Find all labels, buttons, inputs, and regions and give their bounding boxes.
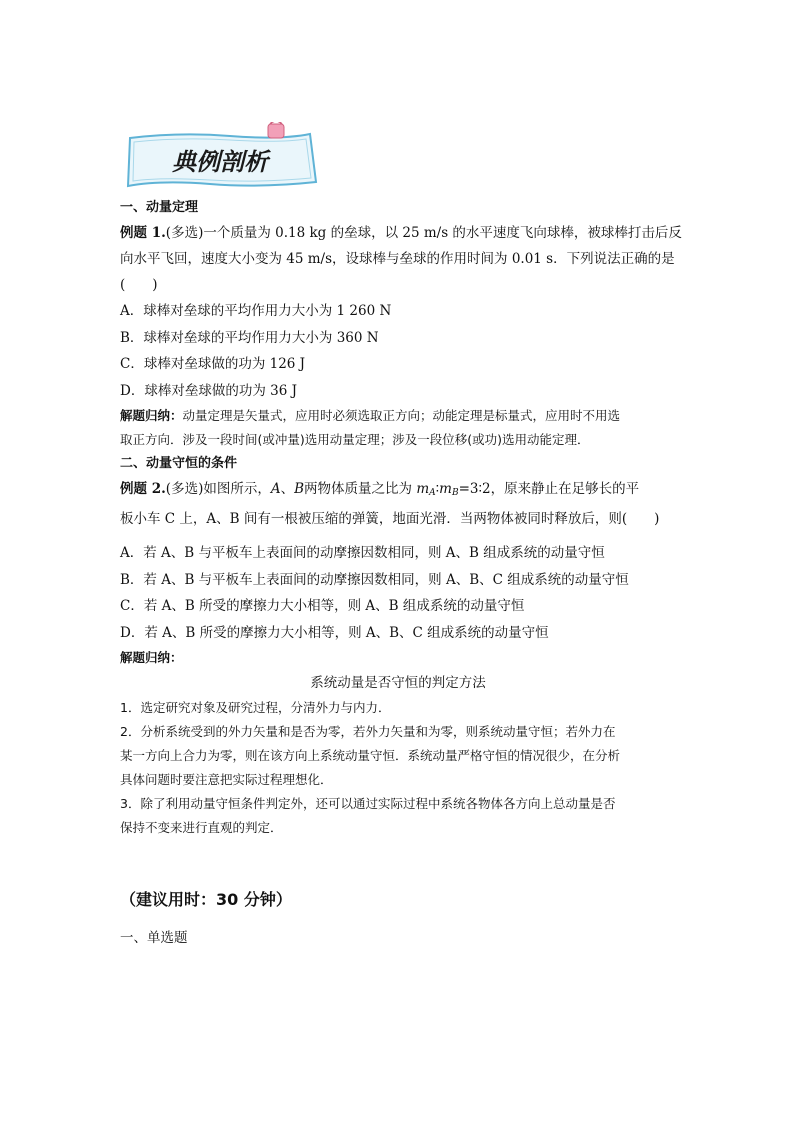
method-item-2-line2: 某一方向上合力为零，则在该方向上系统动量守恒．系统动量严格守恒的情况很少，在分析 — [120, 748, 621, 763]
example2-option-b: B．若 A、B 与平板车上表面间的动摩擦因数相同，则 A、B、C 组成系统的动量守恒 — [120, 571, 629, 588]
example1-line3: ( ) — [120, 277, 158, 293]
summary2-label: 解题归纳： — [120, 650, 183, 665]
example2-label: 例题 2. — [120, 481, 166, 497]
example2-line1 — [120, 476, 676, 506]
example2-option-d: D．若 A、B 所受的摩擦力大小相等，则 A、B、C 组成系统的动量守恒 — [120, 624, 549, 641]
example2-ratio: =3∶2，原来静止在足够长的平 — [458, 481, 640, 497]
example1-line2: 向水平飞回，速度大小变为 45 m/s，设球棒与垒球的作用时间为 0.01 s．下列说法正确的是 — [120, 251, 675, 267]
example2-mass-a-sub: A — [429, 488, 436, 498]
example2-var-a: A — [270, 481, 281, 497]
example1-label: 例题 1. — [120, 225, 166, 241]
example1-option-c: C．球棒对垒球做的功为 126 J — [120, 356, 306, 372]
example2-text-a: (多选)如图所示， — [165, 481, 271, 497]
summary1-label: 解题归纳： — [120, 408, 183, 423]
section-banner — [120, 122, 320, 192]
summary1-line1 — [120, 404, 676, 428]
example1-line1 — [120, 220, 682, 246]
banner-title: 典例剖析 — [172, 148, 268, 176]
example2-option-a: A．若 A、B 与平板车上表面间的动摩擦因数相同，则 A、B 组成系统的动量守恒 — [120, 545, 605, 561]
single-choice-heading: 一、单选题 — [120, 930, 188, 946]
spacer — [120, 840, 676, 886]
example1-option-a: A．球棒对垒球的平均作用力大小为 1 260 N — [120, 303, 392, 319]
suggested-time: （建议用时：30 分钟） — [120, 890, 292, 909]
example2-line2: 板小车 C 上，A、B 间有一根被压缩的弹簧，地面光滑．当两物体被同时释放后，则( ) — [120, 511, 660, 527]
summary1-line2: 取正方向．涉及一段时间(或冲量)选用动量定理；涉及一段位移(或功)选用动能定理． — [120, 432, 590, 447]
example2-var-b: B — [294, 481, 305, 497]
example1-option-d: D．球棒对垒球做的功为 36 J — [120, 382, 297, 399]
example2-mass-b-sub: B — [451, 488, 459, 498]
method-item-1: 1．选定研究对象及研究过程，分清外力与内力． — [120, 700, 391, 715]
method-item-2-line3: 具体问题时要注意把实际过程理想化． — [120, 772, 333, 787]
example1-option-b: B．球棒对垒球的平均作用力大小为 360 N — [120, 329, 379, 346]
example2-option-c: C．若 A、B 所受的摩擦力大小相等，则 A、B 组成系统的动量守恒 — [120, 598, 525, 614]
spacer — [120, 532, 676, 540]
method-item-2-line1: 2．分析系统受到的外力矢量和是否为零，若外力矢量和为零，则系统动量守恒；若外力在 — [120, 724, 616, 739]
method-title: 系统动量是否守恒的判定方法 — [310, 675, 486, 691]
method-item-3-line1: 3．除了利用动量守恒条件判定外，还可以通过实际过程中系统各物体各方向上总动量是否 — [120, 796, 616, 811]
summary1-text1: 动量定理是矢量式，应用时必须选取正方向；动能定理是标量式，应用时不用选 — [182, 408, 621, 423]
example2-mass-b: m — [439, 481, 452, 497]
example2-mass-a: m — [416, 481, 430, 497]
example2-text-e: 两物体质量之比为 — [304, 481, 417, 497]
example1-text1: (多选)一个质量为 0.18 kg 的垒球，以 25 m/s 的水平速度飞向球棒，被球棒打击后反 — [165, 225, 682, 241]
section1-heading: 一、动量定理 — [120, 200, 199, 215]
section2-heading: 二、动量守恒的条件 — [120, 456, 238, 471]
example2-sep: 、 — [280, 481, 295, 497]
method-item-3-line2: 保持不变来进行直观的判定． — [120, 820, 283, 835]
binder-clip-icon — [268, 122, 284, 138]
main-content — [120, 196, 682, 952]
example2-colon: ∶ — [435, 481, 440, 497]
